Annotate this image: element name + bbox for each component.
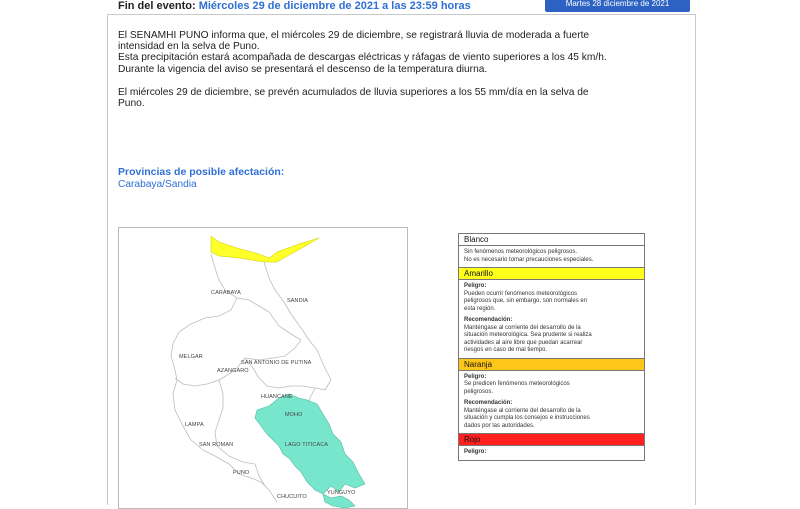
legend-naranja-header: Naranja xyxy=(459,359,644,371)
legend-text: No es necesario tomar precauciones especiales. xyxy=(464,256,594,263)
map-label-puno: PUNO xyxy=(233,470,250,476)
legend-text: Sin fenómenos meteorológicos peligrosos. xyxy=(464,249,578,255)
alert-legend xyxy=(458,233,645,461)
legend-text: peligrosos. xyxy=(464,388,494,395)
provinces-list: Carabaya/Sandia xyxy=(118,179,197,190)
legend-blanco-header: Blanco xyxy=(459,234,644,246)
event-end-line xyxy=(118,0,471,12)
alert-zone xyxy=(211,236,319,262)
legend-text: actividades al aire libre que puedan acarrear xyxy=(464,339,583,346)
legend-recomendacion-label: Recomendación: xyxy=(464,400,513,406)
map-label-san-antonio: SAN ANTONIO DE PUTINA xyxy=(241,360,312,366)
issue-date-badge: Martes 28 diciembre de 2021 xyxy=(545,0,690,12)
legend-text: peligrosos que, sin embargo, son normales en xyxy=(464,298,588,304)
legend-text: situación meteorológica. Sea prudente si realiza xyxy=(464,332,592,338)
puno-region-map xyxy=(118,227,408,509)
legend-text: riesgos en caso de mal tiempo. xyxy=(464,347,548,353)
map-label-lago: LAGO TITICACA xyxy=(285,442,329,448)
body-line: Durante la vigencia del aviso se presentará el descenso de la temperatura diurna. xyxy=(118,63,488,75)
lake-titicaca-minor xyxy=(323,494,355,508)
legend-naranja-body xyxy=(459,371,644,435)
provinces-title: Provincias de posible afectación: xyxy=(118,166,285,178)
map-svg xyxy=(119,228,407,508)
map-label-chucuito: CHUCUITO xyxy=(277,494,307,500)
event-end-label: Fin del evento: xyxy=(118,0,196,12)
legend-peligro-label: Peligro: xyxy=(464,373,487,380)
map-label-melgar: MELGAR xyxy=(179,354,203,360)
legend-rojo-body xyxy=(459,446,644,460)
map-label-azangaro: AZANGARO xyxy=(217,368,249,374)
body-line: El SENAMHI PUNO informa que, el miércoles 29 de diciembre, se registrará lluvia de moderada a fuerte xyxy=(118,30,590,41)
legend-text: Pueden ocurrir fenómenos meteorológicos xyxy=(464,290,578,297)
legend-peligro-label: Peligro: xyxy=(464,283,487,289)
map-label-sandia: SANDIA xyxy=(287,298,309,304)
legend-text: esta región. xyxy=(464,305,496,312)
legend-text: Manténgase al corriente del desarrollo de la xyxy=(464,324,581,331)
legend-amarillo-body xyxy=(459,280,644,359)
map-label-huancane: HUANCANE xyxy=(261,394,293,400)
legend-text: Se predicen fenómenos meteorológicos xyxy=(464,381,570,387)
map-label-moho: MOHO xyxy=(285,412,303,418)
map-label-carabaya: CARABAYA xyxy=(211,290,241,296)
legend-amarillo-header: Amarillo xyxy=(459,268,644,280)
legend-text: dados por las autoridades. xyxy=(464,422,535,429)
legend-blanco-body xyxy=(459,246,644,268)
legend-text: situación y cumpla los consejos e instrucciones xyxy=(464,415,590,421)
legend-peligro-label: Peligro: xyxy=(464,449,487,455)
body-line: intensidad en la selva de Puno. xyxy=(118,41,260,53)
body-line: Puno. xyxy=(118,98,145,110)
event-end-dates: Miércoles 29 de diciembre de 2021 a las 23:59 horas xyxy=(198,0,471,12)
map-label-san-roman: SAN ROMAN xyxy=(199,442,234,448)
bulletin-body xyxy=(118,30,678,109)
legend-recomendacion-label: Recomendación: xyxy=(464,317,513,323)
map-label-lampa: LAMPA xyxy=(185,422,204,428)
map-label-yunguyo: YUNGUYO xyxy=(327,490,356,496)
legend-rojo-header: Rojo xyxy=(459,434,644,446)
legend-text: Manténgase al corriente del desarrollo de la xyxy=(464,407,581,414)
body-line: Esta precipitación estará acompañada de descargas eléctricas y ráfagas de viento superiores a los 45 km/h. xyxy=(118,52,607,64)
body-line: El miércoles 29 de diciembre, se prevén acumulados de lluvia superiores a los 55 mm/día en la selva de xyxy=(118,86,589,98)
